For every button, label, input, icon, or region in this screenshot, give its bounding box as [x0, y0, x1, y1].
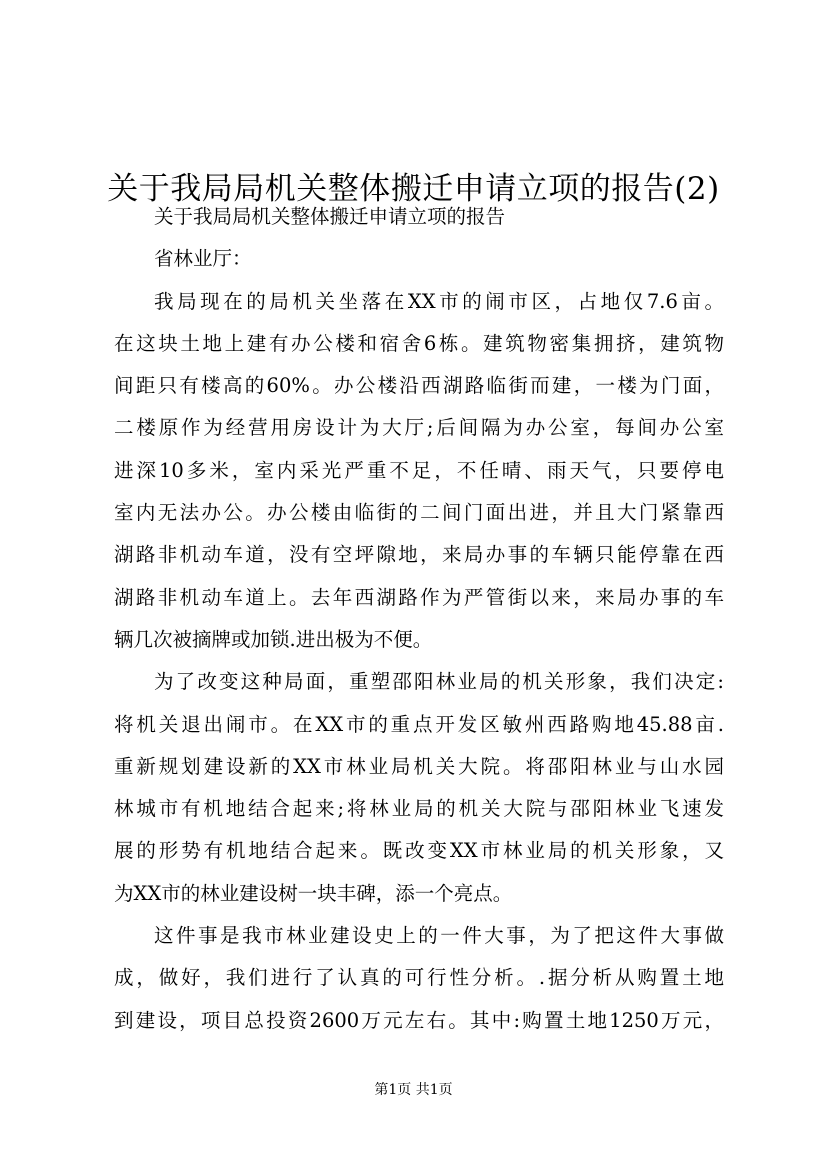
- body-line: 这件事是我市林业建设史上的一件大事，为了把这件大事做: [154, 924, 724, 948]
- page-footer: 第1页 共1页: [374, 1082, 453, 1098]
- body-line: 室内无法办公。办公楼由临街的二间门面出进，并且大门紧靠西: [114, 501, 724, 525]
- body-line: 重新规划建设新的XX市林业局机关大院。将邵阳林业与山水园: [114, 754, 724, 778]
- body-line: 为XX市的林业建设树一块丰碑，添一个亮点。: [114, 881, 513, 905]
- body-line: 成，做好，我们进行了认真的可行性分析。.据分析从购置土地: [114, 966, 724, 990]
- body-line: 林城市有机地结合起来;将林业局的机关大院与邵阳林业飞速发: [114, 797, 724, 821]
- body-line: 湖路非机动车道，没有空坪隙地，来局办事的车辆只能停靠在西: [114, 543, 724, 567]
- body-line: 辆几次被摘牌或加锁.进出极为不便。: [114, 627, 433, 651]
- body-line: 到建设，项目总投资2600万元左右。其中:购置土地1250万元，: [114, 1008, 724, 1032]
- document-title: 关于我局局机关整体搬迁申请立项的报告(2): [107, 170, 720, 207]
- document-body: [114, 196, 724, 1042]
- body-line: 间距只有楼高的60%。办公楼沿西湖路临街而建，一楼为门面，: [114, 374, 724, 398]
- body-line: 为了改变这种局面，重塑邵阳林业局的机关形象，我们决定:: [154, 670, 724, 694]
- body-line: 在这块土地上建有办公楼和宿舍6栋。建筑物密集拥挤，建筑物: [114, 331, 724, 355]
- body-line: 关于我局局机关整体搬迁申请立项的报告: [154, 205, 506, 228]
- body-line: 将机关退出闹市。在XX市的重点开发区敏州西路购地45.88亩.: [114, 712, 724, 736]
- body-line: 二楼原作为经营用房设计为大厅;后间隔为办公室，每间办公室: [114, 416, 724, 440]
- body-line: 我局现在的局机关坐落在XX市的闹市区，占地仅7.6亩。: [154, 289, 724, 313]
- body-line: 湖路非机动车道上。去年西湖路作为严管街以来，来局办事的车: [114, 585, 724, 609]
- body-line: 进深10多米，室内采光严重不足，不任晴、雨天气，只要停电: [114, 458, 724, 482]
- body-line: 省林业厅：: [154, 247, 252, 271]
- body-line: 展的形势有机地结合起来。既改变XX市林业局的机关形象，又: [114, 839, 724, 863]
